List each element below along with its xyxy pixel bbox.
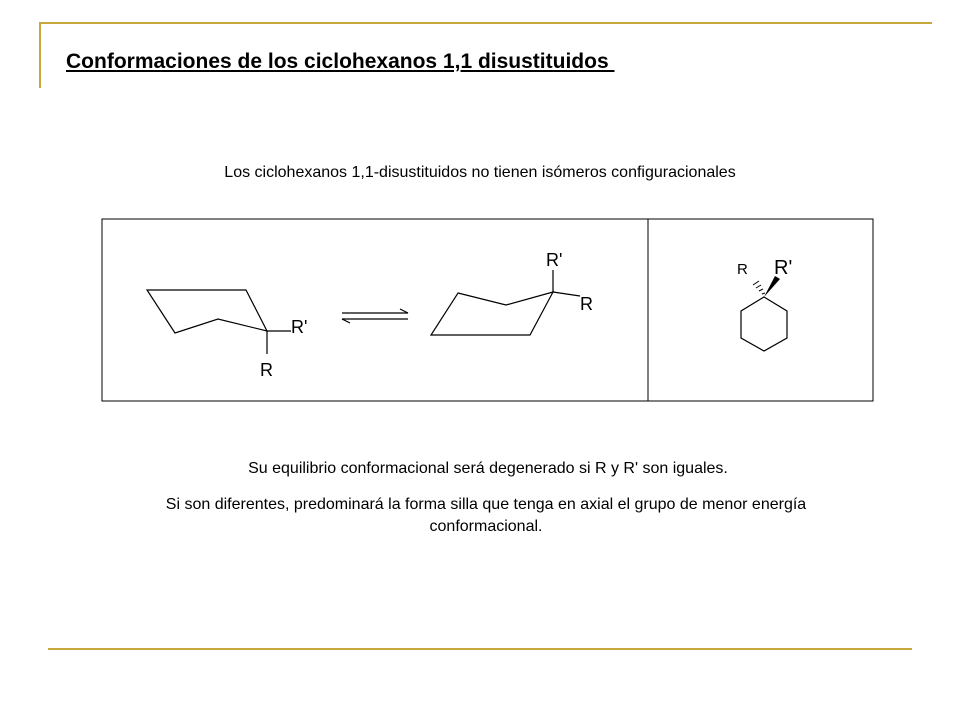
chair-left-axial-label: R <box>260 360 273 380</box>
wedge-bond <box>764 276 780 297</box>
chair-right-axial-label: R' <box>546 250 563 270</box>
chair-right <box>431 270 580 335</box>
equilibrium-arrows <box>342 309 408 323</box>
slide-subtitle: Los ciclohexanos 1,1-disustituidos no tienen isómeros configuracionales <box>224 164 736 181</box>
note-degenerate: Su equilibrio conformacional será degenerado si R y R' son iguales. <box>248 460 728 477</box>
hexagon-hash-label: R <box>737 261 748 278</box>
chair-left-equatorial-label: R' <box>291 317 308 337</box>
bottom-accent-rule <box>48 648 912 650</box>
chair-left <box>147 290 291 354</box>
note-predominant: Si son diferentes, predominará la forma silla que tenga en axial el grupo de menor energía conformacional. <box>165 496 807 535</box>
cyclohexane-hexagon <box>741 297 787 351</box>
hexagon-wedge-label: R' <box>774 257 793 279</box>
hexagon-box <box>648 219 873 401</box>
equilibrium-box <box>102 219 648 401</box>
chair-right-equatorial-label: R <box>580 294 593 314</box>
slide-title: Conformaciones de los ciclohexanos 1,1 disustituidos <box>66 50 615 73</box>
hashed-bond <box>753 281 765 294</box>
